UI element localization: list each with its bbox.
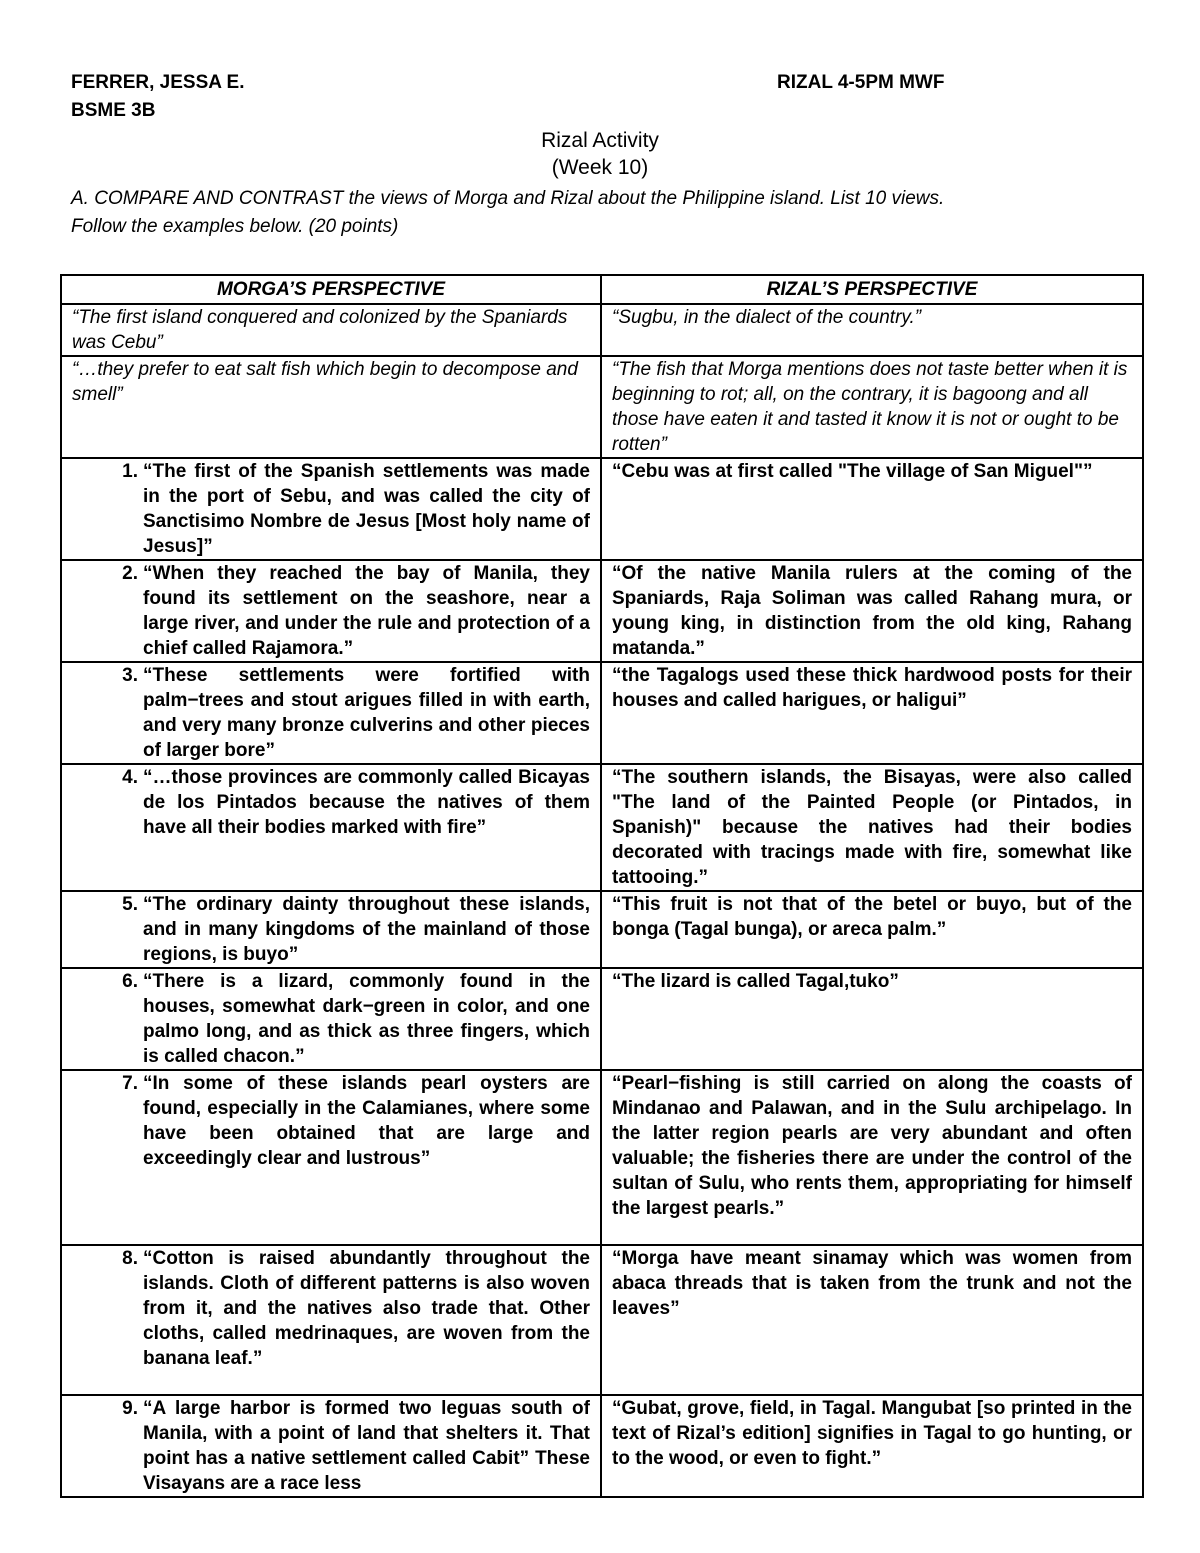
morga-cell [61,560,601,662]
document-title: Rizal Activity [541,129,659,152]
morga-text: “When they reached the bay of Manila, they found its settlement on the seashore, near a large river, and under the rule and protection of a chief called Rajamora.” [143,563,590,659]
table-row [61,560,1143,662]
morga-text: “In some of these islands pearl oysters are found, especially in the Calamianes, where some have been obtained that are large and exceedingly clear and lustrous” [143,1073,590,1169]
item-number: 7. [122,1073,138,1094]
rizal-cell: “Of the native Manila rulers at the coming of the Spaniards, Raja Soliman was called Rahang mura, or young king, in distinction from the old king, Rahang matanda.” [601,560,1143,662]
table-row [61,458,1143,560]
class-schedule: RIZAL 4-5PM MWF [777,72,945,93]
table-row [61,891,1143,968]
morga-text: “These settlements were fortified with palm−trees and stout arigues filled in with earth, and very many bronze culverins and other pieces of larger bore” [143,665,590,761]
morga-cell [61,764,601,891]
morga-text: “The ordinary dainty throughout these islands, and in many kingdoms of the mainland of those regions, is buyo” [143,894,590,965]
table-row [61,1395,1143,1497]
rizal-cell: “Pearl−fishing is still carried on along the coasts of Mindanao and Palawan, and in the Sulu archipelago. In the latter region pearls are very abundant and often valuable; the fisheries there are under the control of the sultan of Sulu, who rents them, appropriating for himself the largest pearls.” [601,1070,1143,1245]
column-header-morga: MORGA’S PERSPECTIVE [61,275,601,304]
student-section: BSME 3B [71,100,156,121]
item-number: 5. [122,894,138,915]
table-row [61,662,1143,764]
rizal-cell: “Cebu was at first called "The village of San Miguel"” [601,458,1143,560]
item-number: 1. [122,461,138,482]
morga-cell [61,1070,601,1245]
rizal-cell: “The southern islands, the Bisayas, were also called "The land of the Painted People (or Pintados, in Spanish)" because the natives had their bodies decorated with tracings made with fire, somewhat like tattooing.” [601,764,1143,891]
table-row [61,1070,1143,1245]
example-morga-cell: “…they prefer to eat salt fish which begin to decompose and smell” [61,356,601,458]
rizal-cell: “Gubat, grove, field, in Tagal. Mangubat [so printed in the text of Rizal’s edition] signifies in Tagal to go hunting, or to the wood, or even to fight.” [601,1395,1143,1497]
student-name: FERRER, JESSA E. [71,72,245,93]
example-rizal-cell: “The fish that Morga mentions does not taste better when it is beginning to rot; all, on the contrary, it is bagoong and all those have eaten it and tasted it know it is not or ought to be rotten” [601,356,1143,458]
morga-text: “A large harbor is formed two leguas south of Manila, with a point of land that shelters it. That point has a native settlement called Cabit” These Visayans are a race less [143,1398,590,1494]
morga-cell [61,458,601,560]
table-header-row [61,275,1143,304]
item-number: 6. [122,971,138,992]
rizal-cell: “the Tagalogs used these thick hardwood posts for their houses and called harigues, or haligui” [601,662,1143,764]
morga-cell [61,968,601,1070]
rizal-cell: “Morga have meant sinamay which was women from abaca threads that is taken from the trunk and not the leaves” [601,1245,1143,1395]
instructions-line-2: Follow the examples below. (20 points) [71,216,399,237]
morga-cell [61,1245,601,1395]
rizal-cell: “This fruit is not that of the betel or buyo, but of the bonga (Tagal bunga), or areca palm.” [601,891,1143,968]
column-header-rizal: RIZAL’S PERSPECTIVE [601,275,1143,304]
comparison-table [60,274,1144,1498]
morga-text: “The first of the Spanish settlements was made in the port of Sebu, and was called the city of Sanctisimo Nombre de Jesus [Most holy name of Jesus]” [143,461,590,557]
table-row [61,968,1143,1070]
rizal-cell: “The lizard is called Tagal,tuko” [601,968,1143,1070]
morga-text: “There is a lizard, commonly found in the houses, somewhat dark−green in color, and one palmo long, and as thick as three fingers, which is called chacon.” [143,971,590,1067]
item-number: 8. [122,1248,138,1269]
item-number: 2. [122,563,138,584]
instructions-line-1: A. COMPARE AND CONTRAST the views of Morga and Rizal about the Philippine island. List 10 views. [71,188,945,209]
item-number: 4. [122,767,138,788]
document-subtitle: (Week 10) [551,156,649,179]
item-number: 3. [122,665,138,686]
morga-text: “…those provinces are commonly called Bicayas de los Pintados because the natives of them have all their bodies marked with fire” [143,767,590,838]
example-row [61,304,1143,356]
morga-cell [61,662,601,764]
example-row [61,356,1143,458]
morga-cell [61,1395,601,1497]
table-row [61,1245,1143,1395]
item-number: 9. [122,1398,138,1419]
example-morga-cell: “The first island conquered and colonized by the Spaniards was Cebu” [61,304,601,356]
morga-text: “Cotton is raised abundantly throughout the islands. Cloth of different patterns is also woven from it, and the natives also trade that. Other cloths, called medrinaques, are woven from the banana leaf.” [143,1248,590,1369]
table-row [61,764,1143,891]
example-rizal-cell: “Sugbu, in the dialect of the country.” [601,304,1143,356]
morga-cell [61,891,601,968]
